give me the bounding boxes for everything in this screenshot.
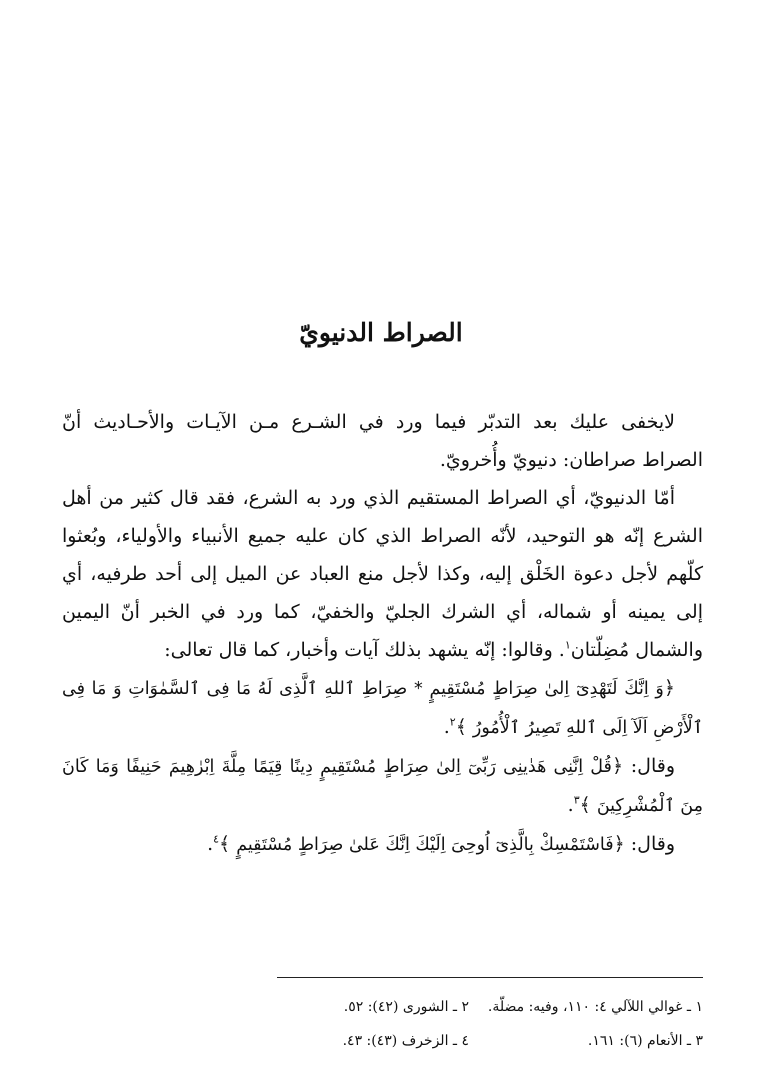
quran-verse-text: وَ اِنَّكَ لَتَهْدِىٓ اِلىٰ صِرَاطٍ مُسْتَقِيمٍ * صِرَاطِ ٱللهِ ٱلَّذِى لَهُ مَا فِى ٱلسَّمٰوَاتِ وَ مَا فِى ٱلْأَرْضِ اَلَآ اِلَى ٱللهِ تَصِيرُ ٱلْأُمُورُ <box>62 679 703 738</box>
paragraph-text: أمّا الدنيويّ، أي الصراط المستقيم الذي ورد به الشرع، فقد قال كثير من أهل الشرع إنّه هو التوحيد، لأنّه الصراط الذي كان عليه جميع الأنبياء والأولياء، وبُعثوا كلّهم لأجل دعوة الخَلْق إليه، وكذا لأجل منع العباد عن الميل إلى أحد طرفيه، أي إلى يمينه أو شماله، أي الشرك الجليّ والخفيّ، كما ورد في الخبر أنّ اليمين والشمال مُضِلّتان <box>62 487 703 661</box>
quote-lead: وقال: <box>623 755 676 777</box>
footnote-marker-4: ٤ <box>213 832 220 846</box>
quran-quote-1 <box>62 669 703 747</box>
quran-open-brace: ﴿ <box>613 833 625 855</box>
body-text <box>62 403 703 864</box>
footnote-divider <box>277 977 703 978</box>
quran-quote-3 <box>62 825 703 864</box>
footnote-2: ٢ ـ الشورى (٤٢): ٥٢. <box>343 999 469 1015</box>
footnote-1: ١ ـ غوالي اللآلي ٤: ١١٠، وفيه: مضلّة. <box>487 999 703 1015</box>
footnote-row <box>235 1024 703 1058</box>
paragraph-tail: . وقالوا: إنّه يشهد بذلك آيات وأخبار، كما قال تعالى: <box>164 639 565 661</box>
quran-close-brace: ﴾ <box>219 833 231 855</box>
footnote-row <box>235 990 703 1024</box>
footnotes <box>235 990 703 1058</box>
quran-close-brace: ﴾ <box>579 794 591 816</box>
quran-verse-text: فَاسْتَمْسِكْ بِالَّذِىٓ اُوحِىَ اِلَيْكَ اِنَّكَ عَلىٰ صِرَاطٍ مُسْتَقِيمٍ <box>236 835 614 855</box>
quran-open-brace: ﴿ <box>663 677 675 699</box>
paragraph-intro: لايخفى عليك بعد التدبّر فيما ورد في الشـرع مـن الآيـات والأحـاديث أنّ الصراط صراطان: دنيويّ وأُخرويّ. <box>62 411 703 471</box>
paragraph-worldly-path <box>62 479 703 669</box>
page-title: الصراط الدنيويّ <box>299 318 463 347</box>
footnote-marker-3: ٣ <box>573 793 580 807</box>
footnote-marker-1: ١ <box>564 638 571 652</box>
quote-lead: وقال: <box>624 833 675 855</box>
footnote-4: ٤ ـ الزخرف (٤٣): ٤٣. <box>342 1033 469 1049</box>
end-dot: . <box>207 833 214 855</box>
quran-verse-text: قُلْ اِنَّنِى هَدٰينِى رَبِّىٓ اِلىٰ صِرَاطٍ مُسْتَقِيمٍ دِينًا قِيَمًا مِلَّةَ اِبْرٰهِيمَ حَنِيفًا وَمَا كَانَ مِنَ ٱلْمُشْرِكِينَ <box>62 757 703 816</box>
quran-close-brace: ﴾ <box>455 716 467 738</box>
end-dot: . <box>567 794 574 816</box>
quran-quote-2 <box>62 747 703 825</box>
footnote-marker-2: ٢ <box>449 715 456 729</box>
quran-open-brace: ﴿ <box>611 755 624 777</box>
footnote-3: ٣ ـ الأنعام (٦): ١٦١. <box>587 1033 703 1049</box>
end-dot: . <box>443 716 450 738</box>
